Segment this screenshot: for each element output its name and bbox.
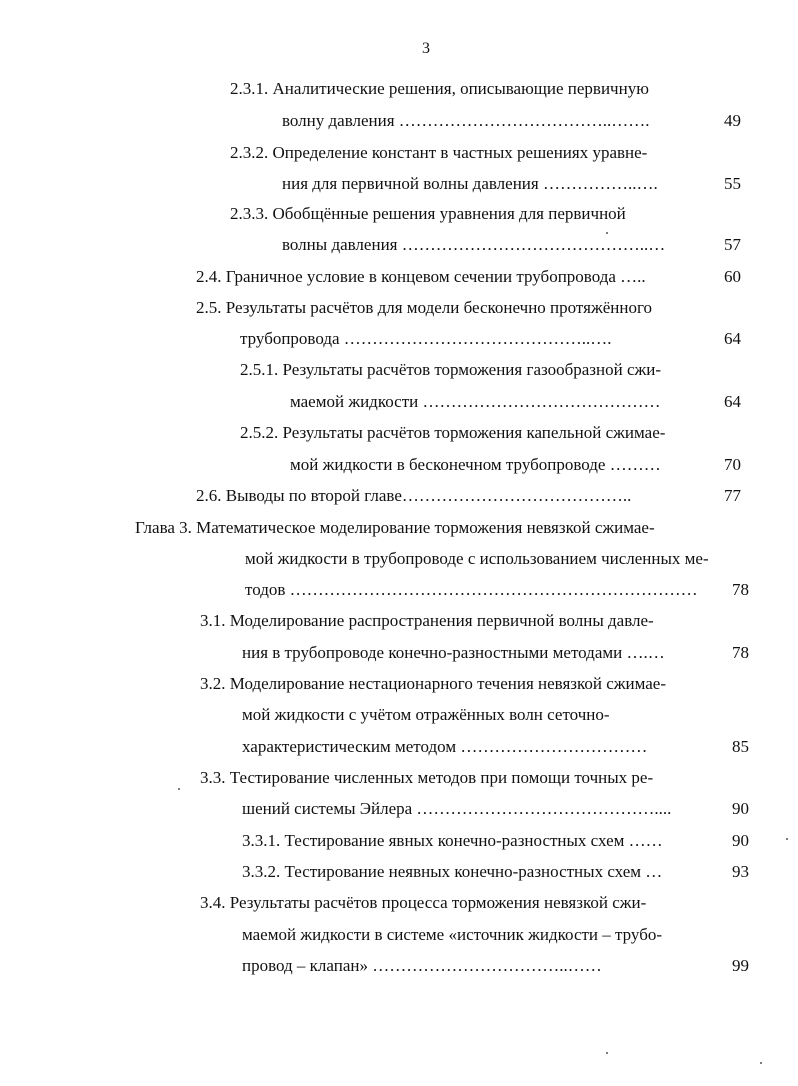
toc-entry-2-5-2-line-2: мой жидкости в бесконечном трубопроводе ………	[290, 455, 661, 474]
toc-entry-2-3-1-page: 49	[724, 111, 741, 130]
toc-entry-3-3-line-2: шений системы Эйлера ……………………………………....	[242, 799, 672, 818]
page-number: 3	[422, 40, 430, 57]
toc-entry-3-2-line-2: мой жидкости с учётом отражённых волн сеточно-	[242, 705, 610, 724]
toc-entry-2-5-line-1: 2.5. Результаты расчётов для модели бесконечно протяжённого	[196, 298, 652, 317]
toc-entry-3-3-line-1: 3.3. Тестирование численных методов при помощи точных ре-	[200, 768, 654, 787]
toc-entry-2-4-page: 60	[724, 267, 741, 286]
toc-entry-2-3-2-line-2: ния для первичной волны давления ……………..….	[282, 174, 658, 193]
toc-entry-3-1-page: 78	[732, 643, 749, 662]
toc-entry-3-4-line-3: провод – клапан» ……………………………..……	[242, 956, 602, 975]
toc-entry-3-4-line-2: маемой жидкости в системе «источник жидкости – трубо-	[242, 925, 663, 944]
toc-entry-2-3-2-page: 55	[724, 174, 741, 193]
toc-entry-2-6-line-1: 2.6. Выводы по второй главе…………………………………..	[196, 486, 632, 505]
scan-speck	[760, 1062, 762, 1064]
toc-entry-3-2-line-3: характеристическим методом ……………………………	[242, 737, 648, 756]
toc-entry-3-3-1-line-1: 3.3.1. Тестирование явных конечно-разностных схем ……	[242, 831, 663, 850]
toc-entry-2-3-3-line-1: 2.3.3. Обобщённые решения уравнения для первичной	[230, 204, 626, 223]
toc-entry-2-5-1-page: 64	[724, 392, 741, 411]
toc-entry-3-4-page: 99	[732, 956, 749, 975]
toc-entry-2-5-page: 64	[724, 329, 741, 348]
toc-entry-2-3-2-line-1: 2.3.2. Определение констант в частных решениях уравне-	[230, 143, 648, 162]
toc-entry-chapter-3-line-3: тодов ………………………………………………………………	[245, 580, 698, 599]
toc-entry-2-5-1-line-1: 2.5.1. Результаты расчётов торможения газообразной сжи-	[240, 360, 662, 379]
toc-entry-2-6-page: 77	[724, 486, 741, 505]
toc-entry-3-3-1-page: 90	[732, 831, 749, 850]
scan-speck	[606, 1052, 608, 1054]
scan-speck	[786, 838, 788, 840]
toc-entry-3-2-line-1: 3.2. Моделирование нестационарного течения невязкой сжимае-	[200, 674, 667, 693]
toc-entry-3-3-2-page: 93	[732, 862, 749, 881]
toc-entry-2-5-1-line-2: маемой жидкости ……………………………………	[290, 392, 661, 411]
toc-entry-chapter-3-line-1: Глава 3. Математическое моделирование торможения невязкой сжимае-	[135, 518, 655, 537]
toc-entry-2-5-2-line-1: 2.5.2. Результаты расчётов торможения капельной сжимае-	[240, 423, 666, 442]
toc-entry-3-3-2-line-1: 3.3.2. Тестирование неявных конечно-разностных схем …	[242, 862, 663, 881]
toc-entry-3-1-line-2: ния в трубопроводе конечно-разностными методами ….…	[242, 643, 665, 662]
toc-entry-2-3-1-line-2: волну давления ………………………………..…….	[282, 111, 650, 130]
toc-entry-2-4-line-1: 2.4. Граничное условие в концевом сечении трубопровода …..	[196, 267, 646, 286]
toc-entry-2-3-3-page: 57	[724, 235, 741, 254]
toc-entry-2-3-1-line-1: 2.3.1. Аналитические решения, описывающие первичную	[230, 79, 649, 98]
toc-entry-3-4-line-1: 3.4. Результаты расчётов процесса торможения невязкой сжи-	[200, 893, 647, 912]
scan-speck	[178, 788, 180, 790]
toc-entry-chapter-3-line-2: мой жидкости в трубопроводе с использованием численных ме-	[245, 549, 709, 568]
toc-entry-2-5-2-page: 70	[724, 455, 741, 474]
toc-entry-3-3-page: 90	[732, 799, 749, 818]
toc-entry-3-2-page: 85	[732, 737, 749, 756]
scan-speck	[606, 232, 608, 234]
toc-entry-2-3-3-line-2: волны давления ……………………………………..…	[282, 235, 666, 254]
toc-entry-chapter-3-page: 78	[732, 580, 749, 599]
toc-entry-2-5-line-2: трубопровода ……………………………………..….	[240, 329, 612, 348]
toc-entry-3-1-line-1: 3.1. Моделирование распространения первичной волны давле-	[200, 611, 654, 630]
